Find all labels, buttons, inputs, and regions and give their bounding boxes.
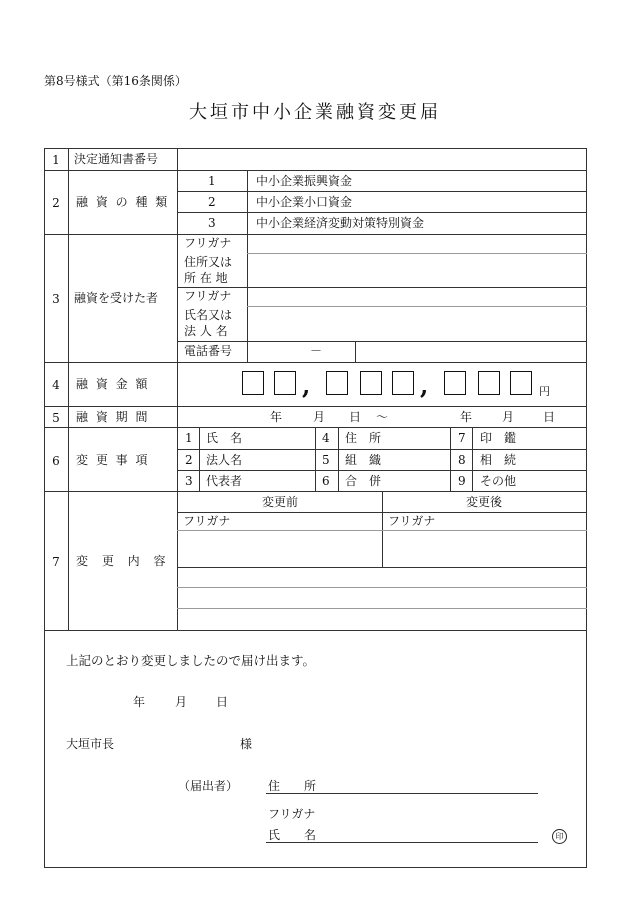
address-label-line1: 住所又は <box>184 255 233 269</box>
amount-comma: , <box>302 371 311 400</box>
change-item-representative: 代表者 <box>206 474 243 488</box>
decision-notice-number-field[interactable] <box>180 153 584 167</box>
change-item-number[interactable]: 5 <box>322 453 330 467</box>
loan-type-3-label: 中小企業経済変動対策特別資金 <box>256 216 425 230</box>
mayor-addressee: 大垣市長 <box>66 737 115 751</box>
decision-notice-number-label: 決定通知書番号 <box>74 152 159 166</box>
amount-digit-box[interactable] <box>242 371 264 395</box>
loan-recipient-label: 融資を受けた者 <box>74 291 159 305</box>
change-item-number[interactable]: 9 <box>458 474 466 488</box>
seal-mark: 印 <box>552 829 567 844</box>
amount-digit-box[interactable] <box>510 371 532 395</box>
change-item-address: 住 所 <box>345 431 382 445</box>
name-furigana-field[interactable] <box>250 290 584 304</box>
submission-statement: 上記のとおり変更しましたので届け出ます。 <box>66 653 316 668</box>
applicant-label: （届出者） <box>178 779 239 793</box>
row-3-number: 3 <box>52 292 60 306</box>
amount-comma: , <box>420 371 429 400</box>
change-item-merger: 合 併 <box>345 474 382 488</box>
change-item-organization: 組 織 <box>345 453 382 467</box>
after-change-field[interactable] <box>385 533 584 565</box>
applicant-furigana-label: フリガナ <box>268 807 316 821</box>
yen-unit: 円 <box>539 385 550 398</box>
phone-dash: － <box>310 344 323 358</box>
loan-type-2-number[interactable]: 2 <box>208 195 216 209</box>
form-number-label: 第8号様式（第16条関係） <box>44 74 187 88</box>
period-start-day: 日 <box>349 410 362 424</box>
period-start-year: 年 <box>270 410 283 424</box>
applicant-name-label: 氏 名 <box>268 828 317 842</box>
change-item-number[interactable]: 7 <box>458 431 466 445</box>
change-items-label: 変 更 事 項 <box>76 453 150 467</box>
name-label-line2: 法 人 名 <box>184 324 228 338</box>
amount-digit-box[interactable] <box>444 371 466 395</box>
address-furigana-label: フリガナ <box>184 236 232 250</box>
loan-type-3-number[interactable]: 3 <box>208 216 216 230</box>
row-7-number: 7 <box>52 555 60 569</box>
after-furigana-label: フリガナ <box>388 514 436 528</box>
change-item-other: その他 <box>480 474 517 488</box>
change-item-number[interactable]: 8 <box>458 453 466 467</box>
change-item-corporate-name: 法人名 <box>206 453 243 467</box>
applicant-address-field[interactable] <box>330 776 536 792</box>
amount-digit-box[interactable] <box>360 371 382 395</box>
loan-type-1-number[interactable]: 1 <box>208 174 216 188</box>
change-item-number[interactable]: 2 <box>185 453 193 467</box>
before-change-field[interactable] <box>180 533 380 565</box>
period-tilde: ～ <box>376 410 389 424</box>
phone-label: 電話番号 <box>184 344 233 358</box>
loan-period-label: 融 資 期 間 <box>76 410 150 424</box>
address-field[interactable] <box>250 258 584 284</box>
before-change-header: 変更前 <box>262 495 299 509</box>
change-item-name: 氏 名 <box>206 431 243 445</box>
name-field[interactable] <box>250 311 584 337</box>
name-label-line1: 氏名又は <box>184 308 233 322</box>
change-item-number[interactable]: 3 <box>185 474 193 488</box>
change-details-label: 変 更 内 容 <box>76 554 171 568</box>
period-start-month: 月 <box>313 410 326 424</box>
change-item-number[interactable]: 1 <box>185 431 193 445</box>
loan-amount-label: 融 資 金 額 <box>76 377 150 391</box>
change-item-number[interactable]: 4 <box>322 431 330 445</box>
period-end-day: 日 <box>543 410 556 424</box>
applicant-name-field[interactable] <box>330 824 536 840</box>
after-change-header: 変更後 <box>466 495 503 509</box>
address-label-line2: 所 在 地 <box>184 271 228 285</box>
change-details-notes-field[interactable] <box>180 570 584 628</box>
address-furigana-field[interactable] <box>250 237 584 251</box>
amount-digit-box[interactable] <box>478 371 500 395</box>
submission-year: 年 <box>133 695 146 709</box>
row-2-number: 2 <box>52 196 60 210</box>
row-6-number: 6 <box>52 454 60 468</box>
phone-field[interactable] <box>250 344 584 360</box>
row-1-number: 1 <box>52 153 60 167</box>
period-end-month: 月 <box>502 410 515 424</box>
amount-digit-box[interactable] <box>326 371 348 395</box>
amount-digit-box[interactable] <box>392 371 414 395</box>
loan-type-1-label: 中小企業振興資金 <box>256 174 353 188</box>
loan-type-label: 融 資 の 種 類 <box>76 195 170 209</box>
name-furigana-label: フリガナ <box>184 289 232 303</box>
period-end-year: 年 <box>460 410 473 424</box>
row-5-number: 5 <box>52 411 60 425</box>
honorific-sama: 様 <box>240 737 253 751</box>
page-title: 大垣市中小企業融資変更届 <box>189 102 441 123</box>
amount-digit-box[interactable] <box>274 371 296 395</box>
change-item-seal: 印 鑑 <box>480 431 517 445</box>
applicant-address-label: 住 所 <box>268 779 317 793</box>
change-item-number[interactable]: 6 <box>322 474 330 488</box>
submission-month: 月 <box>175 695 188 709</box>
submission-day: 日 <box>216 695 229 709</box>
row-4-number: 4 <box>52 378 60 392</box>
change-item-inheritance: 相 続 <box>480 453 517 467</box>
loan-type-2-label: 中小企業小口資金 <box>256 195 353 209</box>
before-furigana-label: フリガナ <box>183 514 231 528</box>
